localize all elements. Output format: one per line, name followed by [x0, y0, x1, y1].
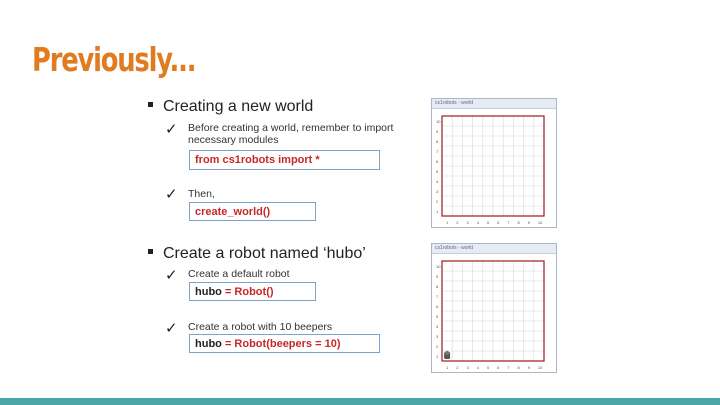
world-window-robot — [431, 243, 557, 373]
row-label: 6 — [436, 304, 439, 309]
window-title-bar: cs1robots - world — [432, 99, 556, 109]
check-icon: ✓ — [165, 267, 178, 284]
col-label: 7 — [507, 220, 510, 225]
row-label: 2 — [436, 199, 439, 204]
col-label: 8 — [517, 365, 520, 370]
row-label: 4 — [436, 179, 439, 184]
bullet-create-world — [148, 98, 313, 116]
note-robot-beepers: Create a robot with 10 beepers — [188, 321, 333, 333]
code-var-hubo: hubo — [195, 338, 222, 350]
world-grid — [432, 254, 556, 373]
row-label: 4 — [436, 324, 439, 329]
code-box-create-world: create_world() — [189, 202, 316, 221]
row-label: 5 — [436, 314, 439, 319]
row-label: 1 — [436, 209, 439, 214]
code-box-default-robot — [189, 282, 316, 301]
row-label: 7 — [436, 149, 439, 154]
col-label: 3 — [466, 365, 469, 370]
row-label: 8 — [436, 139, 439, 144]
check-icon: ✓ — [165, 121, 178, 138]
col-label: 1 — [446, 365, 449, 370]
slide-title: Previously... — [32, 40, 196, 79]
col-label: 10 — [537, 365, 543, 370]
col-label: 7 — [507, 365, 510, 370]
col-label: 1 — [446, 220, 449, 225]
col-label: 4 — [476, 365, 479, 370]
col-label: 6 — [497, 220, 500, 225]
code-box-import: from cs1robots import * — [189, 150, 380, 170]
row-label: 7 — [436, 294, 439, 299]
code-box-robot-beepers — [189, 334, 380, 353]
bullet-create-robot — [148, 245, 366, 263]
check-icon: ✓ — [165, 320, 178, 337]
col-label: 5 — [486, 220, 490, 225]
col-label: 9 — [527, 220, 530, 225]
row-label: 5 — [436, 169, 439, 174]
bullet-create-robot-label: Create a robot named ‘hubo’ — [163, 245, 366, 262]
row-label: 10 — [436, 264, 441, 269]
col-label: 2 — [456, 220, 459, 225]
row-label: 1 — [436, 354, 439, 359]
col-label: 3 — [466, 220, 469, 225]
row-label: 3 — [436, 189, 439, 194]
col-label: 6 — [497, 365, 500, 370]
row-label: 2 — [436, 344, 439, 349]
row-label: 10 — [436, 119, 441, 124]
footer-bar — [0, 398, 720, 405]
row-label: 3 — [436, 334, 439, 339]
col-label: 4 — [476, 220, 479, 225]
note-then: Then, — [188, 188, 215, 200]
col-label: 8 — [517, 220, 520, 225]
bullet-create-world-label: Creating a new world — [163, 98, 314, 115]
col-label: 9 — [527, 365, 530, 370]
check-icon: ✓ — [165, 186, 178, 203]
row-label: 9 — [436, 274, 439, 279]
note-default-robot: Create a default robot — [188, 268, 290, 280]
world-grid — [432, 109, 556, 228]
code-robot-call: = Robot() — [221, 286, 274, 298]
window-title-bar: cs1robots - world — [432, 244, 556, 254]
world-window-empty — [431, 98, 557, 228]
bullet-square-icon — [148, 102, 153, 107]
bullet-square-icon — [148, 249, 153, 254]
robot-icon — [444, 351, 450, 359]
col-label: 2 — [456, 365, 459, 370]
code-var-hubo: hubo — [195, 286, 222, 298]
col-label: 10 — [537, 220, 543, 225]
code-robot-beepers-call: = Robot(beepers = 10) — [221, 338, 341, 350]
note-import-modules: Before creating a world, remember to import necessary modules — [188, 122, 394, 146]
col-label: 5 — [486, 365, 490, 370]
row-label: 9 — [436, 129, 439, 134]
row-label: 6 — [436, 159, 439, 164]
row-label: 8 — [436, 284, 439, 289]
